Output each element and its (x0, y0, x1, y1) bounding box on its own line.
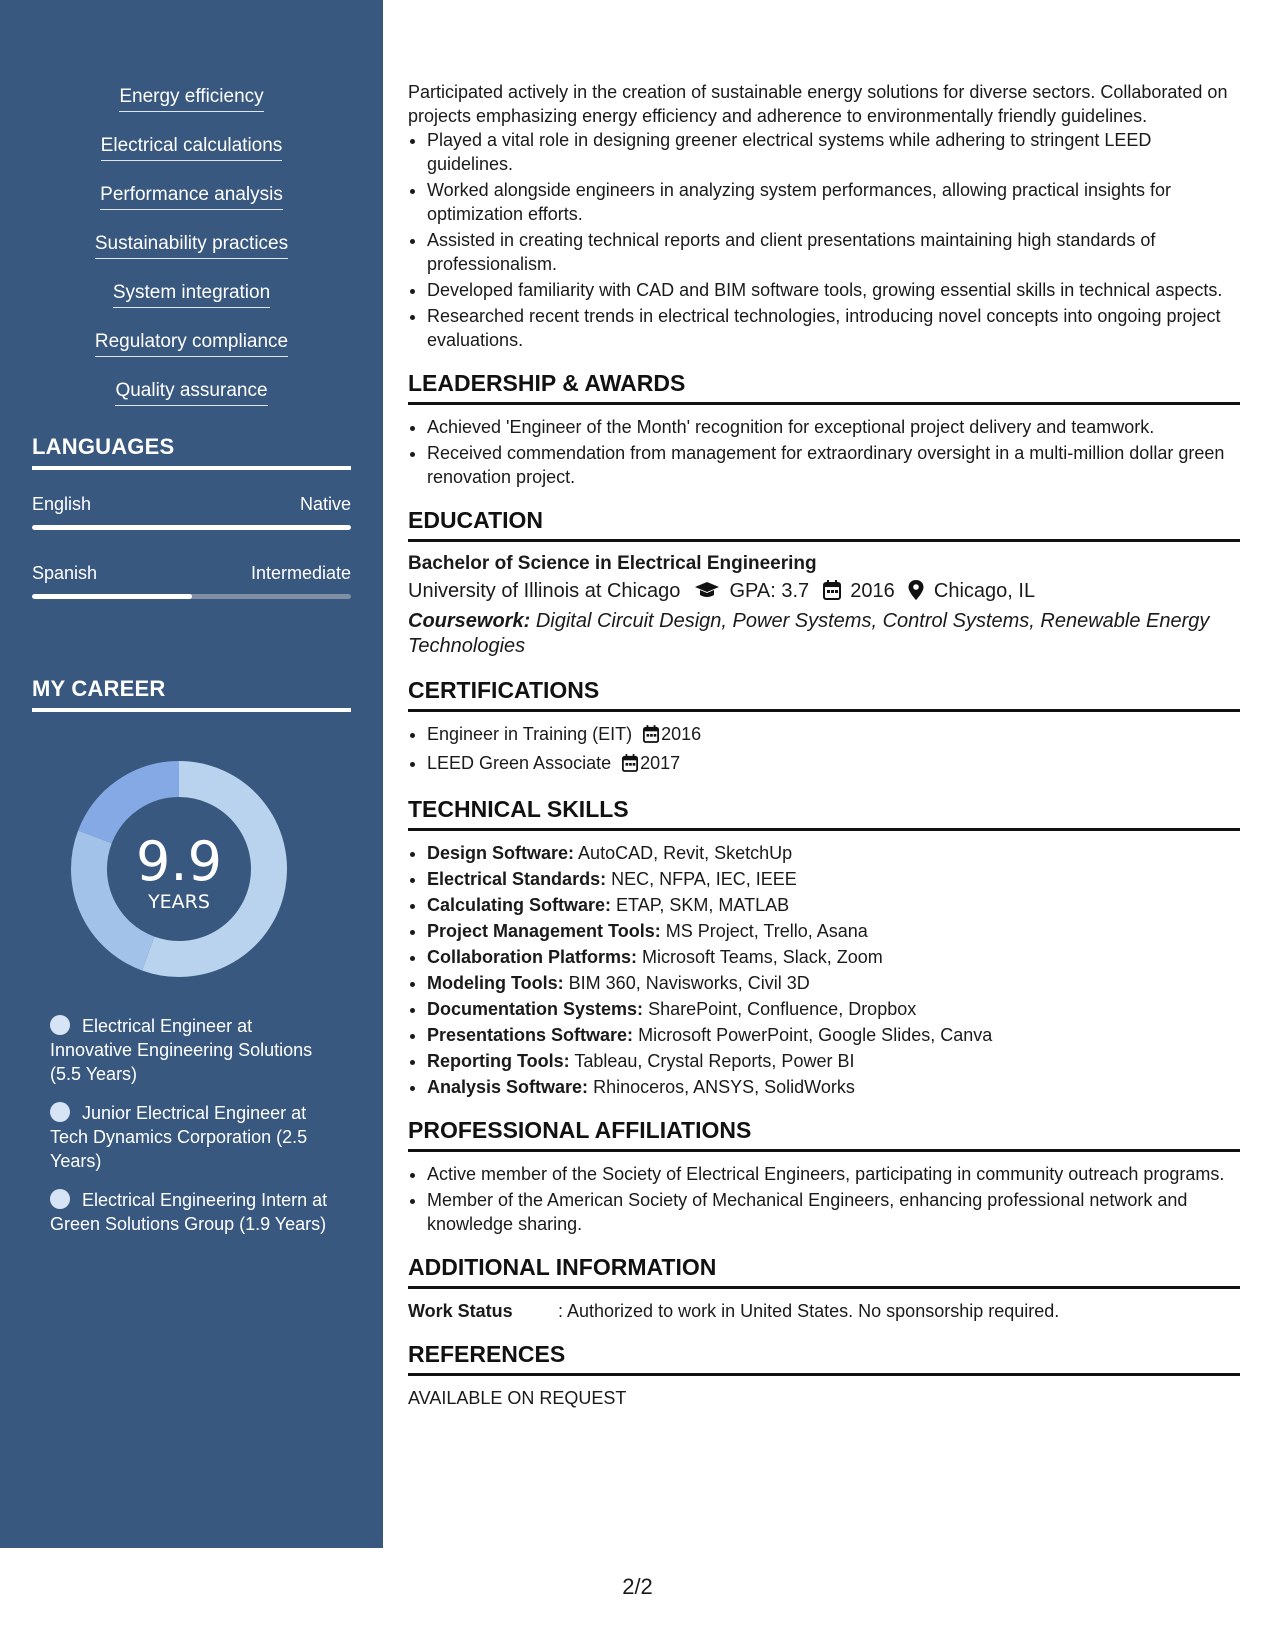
skill-values: BIM 360, Navisworks, Civil 3D (568, 973, 810, 993)
career-item (50, 1101, 330, 1173)
bullet-dot (50, 1015, 70, 1035)
career-heading: MY CAREER (32, 676, 351, 712)
gpa: GPA: 3.7 (729, 580, 810, 602)
technical-skill-item (427, 971, 1240, 995)
additional-info-heading: ADDITIONAL INFORMATION (408, 1253, 1240, 1289)
language-level: Intermediate (250, 563, 351, 583)
work-status-row (408, 1299, 1240, 1323)
skill-tag: Regulatory compliance (95, 331, 288, 357)
skill-category: Collaboration Platforms: (427, 947, 638, 967)
language-bar-fill (32, 594, 192, 599)
leadership-heading: LEADERSHIP & AWARDS (408, 369, 1240, 405)
skill-values: MS Project, Trello, Asana (665, 921, 868, 941)
skill-tag: Quality assurance (115, 380, 267, 406)
main-content (408, 80, 1240, 1410)
leadership-item: • Received commendation from management for extraordinary oversight in a multi-million dollar green renovation project. (427, 441, 1240, 489)
page-number: 2/2 (622, 1574, 653, 1599)
experience-bullets (408, 128, 1240, 352)
language-bar (32, 525, 351, 530)
language-level: Native (299, 494, 351, 514)
experience-bullet: • Assisted in creating technical reports and client presentations maintaining high standards of professionalism. (427, 228, 1240, 276)
language-bar (32, 594, 351, 599)
school-location: Chicago, IL (933, 580, 1036, 602)
work-status-value: : Authorized to work in United States. No sponsorship required. (558, 1301, 1060, 1321)
calendar-icon (643, 725, 659, 749)
skill-tag: Electrical calculations (101, 135, 283, 161)
skill-values: SharePoint, Confluence, Dropbox (648, 999, 917, 1019)
career-list (50, 1014, 330, 1251)
education-details (408, 576, 1240, 609)
language-row (32, 563, 351, 584)
certification-name: Engineer in Training (EIT) (427, 724, 633, 744)
certification-name: LEED Green Associate (427, 753, 612, 773)
graduation-year: 2016 (850, 580, 895, 602)
technical-skills-list (408, 841, 1240, 1099)
school-name: University of Illinois at Chicago (408, 580, 681, 602)
graduation-cap-icon (694, 579, 720, 609)
skill-tag: Performance analysis (100, 184, 283, 210)
skill-values: NEC, NFPA, IEC, IEEE (611, 869, 797, 889)
experience-bullet: • Worked alongside engineers in analyzing system performances, allowing practical insights for optimization efforts. (427, 178, 1240, 226)
affiliations-heading: PROFESSIONAL AFFILIATIONS (408, 1116, 1240, 1152)
experience-intro: Participated actively in the creation of sustainable energy solutions for diverse sectors. Collaborated on projects emphasizing energy efficiency and adherence to environmentally friendly guidelines. (408, 82, 1228, 126)
technical-skill-item (427, 841, 1240, 865)
career-unit: YEARS (148, 891, 210, 913)
technical-skill-item (427, 1049, 1240, 1073)
language-row (32, 494, 351, 515)
affiliations-list (408, 1162, 1240, 1236)
experience-bullet: • Played a vital role in designing greener electrical systems while adhering to stringent LEED guidelines. (427, 128, 1240, 176)
career-total: 9.9 (136, 830, 222, 893)
skill-tag: Energy efficiency (119, 86, 263, 112)
language-bar-fill (32, 525, 351, 530)
skill-values: Tableau, Crystal Reports, Power BI (574, 1051, 855, 1071)
skill-category: Electrical Standards: (427, 869, 607, 889)
degree-title: Bachelor of Science in Electrical Engineering (408, 553, 817, 574)
skill-values: AutoCAD, Revit, SketchUp (578, 843, 793, 863)
certification-year: 2017 (640, 753, 681, 773)
skill-category: Presentations Software: (427, 1025, 634, 1045)
experience-bullet: • Researched recent trends in electrical technologies, introducing novel concepts into ongoing project evaluations. (427, 304, 1240, 352)
skill-tag: Sustainability practices (95, 233, 288, 259)
skill-tag: System integration (113, 282, 270, 308)
skill-category: Documentation Systems: (427, 999, 644, 1019)
skill-category: Reporting Tools: (427, 1051, 570, 1071)
coursework (408, 609, 1240, 659)
affiliation-item: • Member of the American Society of Mechanical Engineers, enhancing professional network and knowledge sharing. (427, 1188, 1240, 1236)
career-item (50, 1014, 330, 1086)
skill-category: Modeling Tools: (427, 973, 564, 993)
career-text: Junior Electrical Engineer at Tech Dynamics Corporation (2.5 Years) (50, 1103, 308, 1171)
skill-category: Analysis Software: (427, 1077, 589, 1097)
donut-segment (95, 779, 179, 837)
career-text: Electrical Engineering Intern at Green Solutions Group (1.9 Years) (50, 1190, 328, 1234)
skill-category: Project Management Tools: (427, 921, 661, 941)
technical-skill-item (427, 945, 1240, 969)
technical-skill-item (427, 867, 1240, 891)
experience-bullet: • Developed familiarity with CAD and BIM software tools, growing essential skills in technical aspects. (427, 278, 1240, 302)
skills-list (0, 86, 383, 429)
references-text: AVAILABLE ON REQUEST (408, 1388, 627, 1408)
skill-values: Microsoft Teams, Slack, Zoom (642, 947, 883, 967)
education-heading: EDUCATION (408, 506, 1240, 542)
certifications-heading: CERTIFICATIONS (408, 676, 1240, 712)
technical-skill-item (427, 919, 1240, 943)
languages-heading: LANGUAGES (32, 434, 351, 470)
career-item (50, 1188, 330, 1236)
technical-skill-item (427, 1023, 1240, 1047)
career-text: Electrical Engineer at Innovative Engineering Solutions (5.5 Years) (50, 1016, 313, 1084)
skill-values: Rhinoceros, ANSYS, SolidWorks (593, 1077, 855, 1097)
sidebar (0, 0, 383, 1548)
affiliation-item: • Active member of the Society of Electrical Engineers, participating in community outreach programs. (427, 1162, 1240, 1186)
skill-values: ETAP, SKM, MATLAB (616, 895, 790, 915)
leadership-list (408, 415, 1240, 489)
calendar-icon (622, 754, 638, 778)
bullet-dot (50, 1102, 70, 1122)
references-heading: REFERENCES (408, 1340, 1240, 1376)
technical-skill-item (427, 893, 1240, 917)
coursework-label: Coursework: (408, 610, 531, 632)
skill-category: Calculating Software: (427, 895, 612, 915)
bullet-dot (50, 1189, 70, 1209)
skill-category: Design Software: (427, 843, 575, 863)
language-name: Spanish (32, 563, 98, 583)
technical-skill-item (427, 997, 1240, 1021)
calendar-icon (823, 579, 841, 609)
technical-skill-item (427, 1075, 1240, 1099)
certifications-list (408, 722, 1240, 778)
certification-item (427, 751, 1240, 778)
career-donut-chart (66, 756, 292, 982)
certification-year: 2016 (661, 724, 702, 744)
coursework-list: Digital Circuit Design, Power Systems, Control Systems, Renewable Energy Technologies (408, 610, 1210, 657)
certification-item (427, 722, 1240, 749)
work-status-label: Work Status (408, 1301, 513, 1321)
location-pin-icon (908, 579, 924, 609)
technical-skills-heading: TECHNICAL SKILLS (408, 795, 1240, 831)
language-name: English (32, 494, 92, 514)
skill-values: Microsoft PowerPoint, Google Slides, Canva (638, 1025, 993, 1045)
leadership-item: • Achieved 'Engineer of the Month' recognition for exceptional project delivery and teamwork. (427, 415, 1240, 439)
